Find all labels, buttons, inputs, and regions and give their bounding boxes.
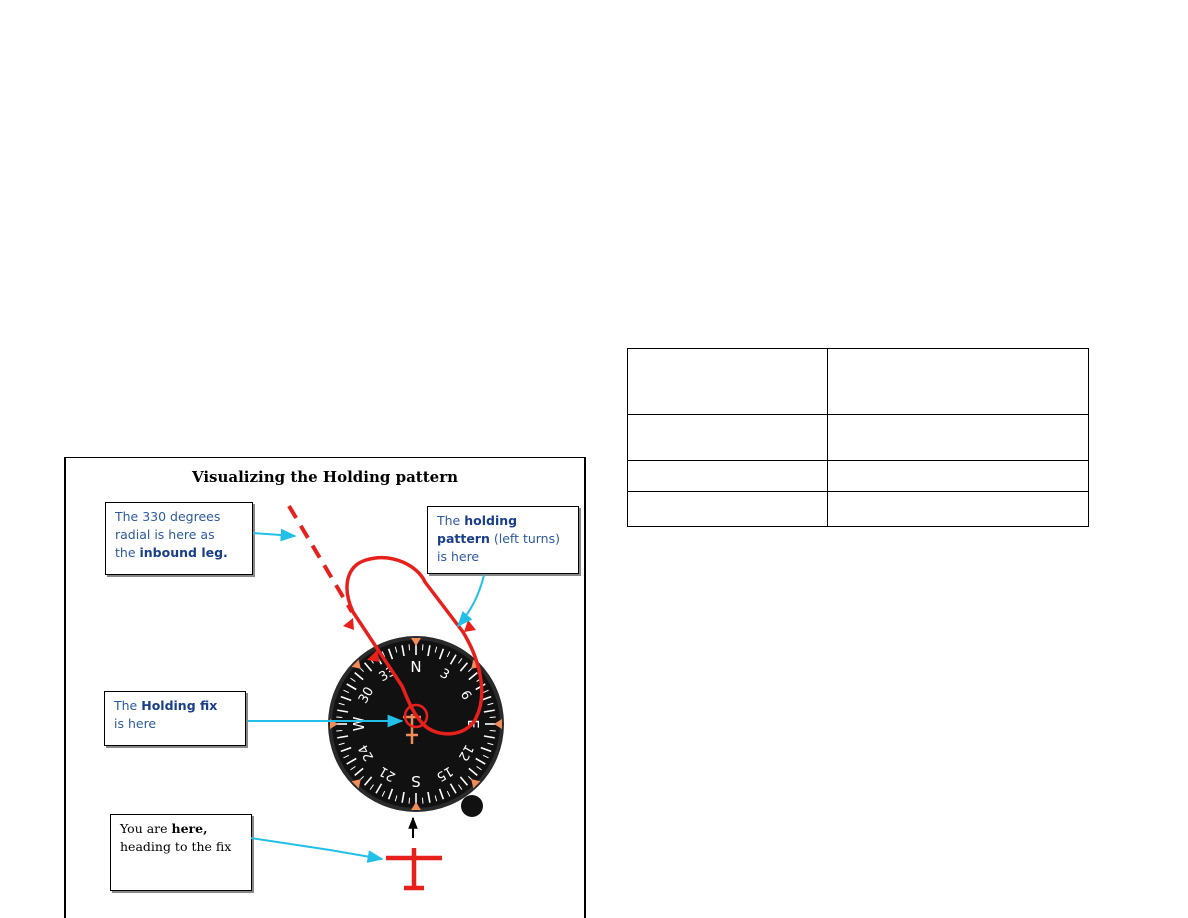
table-cell [628, 461, 828, 492]
compass-label: W [350, 716, 368, 732]
compass-label: 33 [376, 664, 399, 686]
here-callout-line2: heading to the fix [120, 839, 232, 854]
fix-callout-line1-bold: Holding fix [141, 698, 218, 713]
table-cell [828, 461, 1089, 492]
pattern-direction-arrow-3 [343, 618, 354, 630]
holding-callout-line1-bold: holding [464, 513, 518, 528]
table-row [628, 415, 1089, 461]
diagram-title: Visualizing the Holding pattern [191, 468, 459, 486]
compass-tick [422, 798, 423, 804]
compass-label: 24 [356, 741, 378, 764]
compass-label: 6 [456, 688, 474, 703]
compass-tick [336, 730, 342, 731]
inbound-callout-line3-bold: inbound leg. [139, 545, 228, 560]
compass-tick [490, 717, 496, 718]
holding-callout-line3: is here [437, 549, 480, 564]
compass-label: 30 [356, 684, 378, 707]
holding-callout-line2-suffix: (left turns) [489, 531, 560, 546]
here-callout-line1-bold: here, [171, 821, 208, 836]
compass-tick [422, 644, 423, 650]
inbound-callout-pointer [253, 533, 295, 536]
compass-tick [490, 730, 496, 731]
holding-callout-pointer [458, 575, 484, 626]
table-cell [828, 415, 1089, 461]
table-cell [628, 492, 828, 527]
compass-label: 12 [454, 741, 476, 764]
inbound-radial-dashed [289, 506, 352, 612]
table-cell [628, 349, 828, 415]
compass-tick [336, 717, 342, 718]
fix-callout-line1-prefix: The [114, 698, 142, 713]
fix-callout-line2: is here [114, 716, 157, 731]
table-row [628, 461, 1089, 492]
compass-label: 3 [437, 666, 452, 684]
holding-callout-line2-bold: pattern [437, 531, 490, 546]
compass-label: 15 [433, 762, 456, 784]
compass-label: 21 [376, 762, 399, 784]
holding-callout-line1-prefix: The [437, 513, 465, 528]
compass-label: S [411, 772, 421, 790]
here-callout-line1-prefix: You are [120, 821, 172, 836]
table-cell [828, 349, 1089, 415]
inbound-callout-line1: The 330 degrees [115, 509, 221, 524]
compass-label: E [464, 719, 482, 729]
table-cell [828, 492, 1089, 527]
info-table [627, 348, 1089, 527]
compass-tick [409, 644, 410, 650]
compass-label: N [410, 658, 422, 676]
table-cell [628, 415, 828, 461]
compass-tick [409, 798, 410, 804]
compass-knob [461, 795, 483, 817]
here-callout-pointer [251, 838, 382, 859]
inbound-callout-line3-prefix: the [115, 545, 140, 560]
inbound-callout-line2: radial is here as [115, 527, 215, 542]
table-row [628, 492, 1089, 527]
aircraft-icon [386, 848, 442, 888]
table-row [628, 349, 1089, 415]
pattern-direction-arrow-2 [464, 620, 476, 632]
